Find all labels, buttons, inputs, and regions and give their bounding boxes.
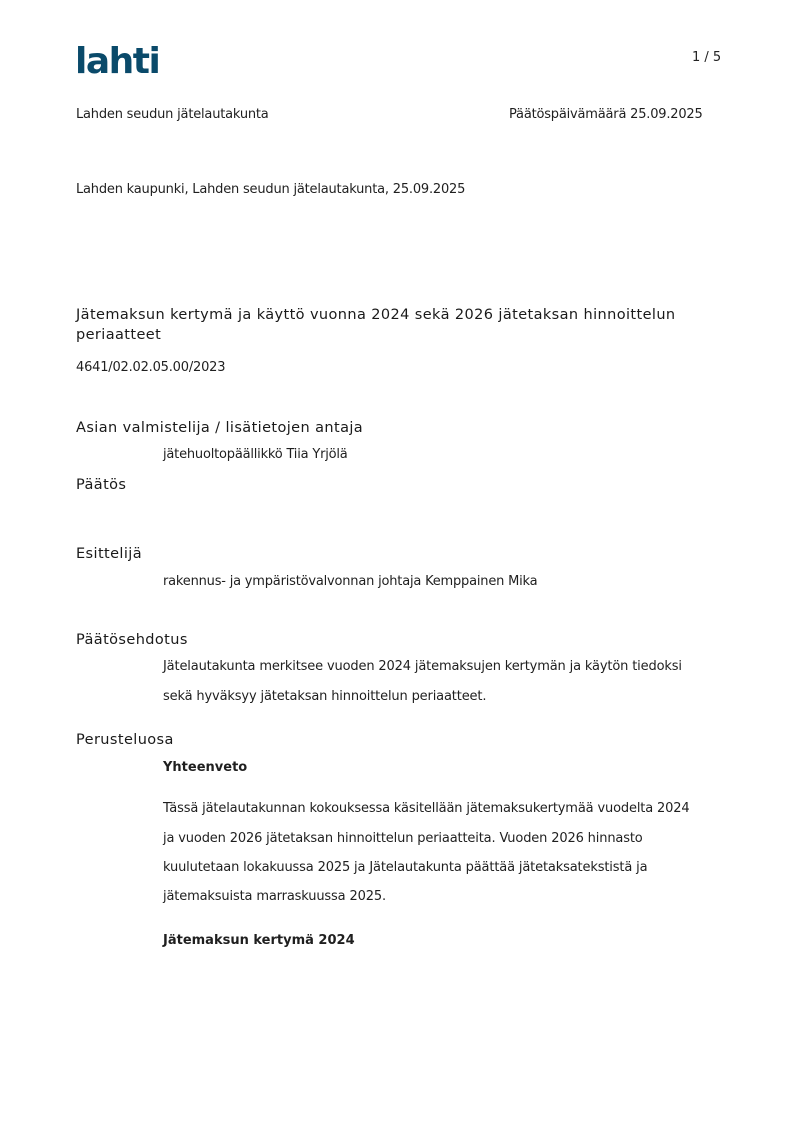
preparer-label: Asian valmistelija / lisätietojen antaja <box>76 420 364 436</box>
organ-name: Lahden seudun jätelautakunta <box>76 107 269 122</box>
presenter-label: Esittelijä <box>76 546 143 562</box>
decision-date: Päätöspäivämäärä 25.09.2025 <box>509 107 703 122</box>
presenter-value: rakennus- ja ympäristövalvonnan johtaja Kemppainen Mika <box>163 574 538 589</box>
section-heading-kertyma: Jätemaksun kertymä 2024 <box>163 933 355 948</box>
summary-line-1: Tässä jätelautakunnan kokouksessa käsitellään jätemaksukertymää vuodelta 2024 <box>163 801 690 816</box>
summary-line-3: kuulutetaan lokakuussa 2025 ja Jätelautakunta päättää jätetaksatekstistä ja <box>163 860 648 875</box>
document-title-line-2: periaatteet <box>76 327 162 343</box>
decision-label: Päätös <box>76 477 127 493</box>
summary-line-4: jätemaksuista marraskuussa 2025. <box>163 889 386 904</box>
meeting-line: Lahden kaupunki, Lahden seudun jätelautakunta, 25.09.2025 <box>76 182 466 197</box>
summary-heading: Yhteenveto <box>163 760 248 775</box>
page-number: 1 / 5 <box>692 50 722 65</box>
rationale-label: Perusteluosa <box>76 732 174 748</box>
proposal-label: Päätösehdotus <box>76 632 188 648</box>
lahti-logo: lahti <box>75 41 160 82</box>
preparer-value: jätehuoltopäällikkö Tiia Yrjölä <box>163 447 348 462</box>
proposal-line-2: sekä hyväksyy jätetaksan hinnoittelun periaatteet. <box>163 689 487 704</box>
proposal-line-1: Jätelautakunta merkitsee vuoden 2024 jätemaksujen kertymän ja käytön tiedoksi <box>163 659 682 674</box>
summary-line-2: ja vuoden 2026 jätetaksan hinnoittelun periaatteita. Vuoden 2026 hinnasto <box>163 831 643 846</box>
document-title-line-1: Jätemaksun kertymä ja käyttö vuonna 2024 sekä 2026 jätetaksan hinnoittelun <box>76 307 676 323</box>
case-number: 4641/02.02.05.00/2023 <box>76 360 226 375</box>
